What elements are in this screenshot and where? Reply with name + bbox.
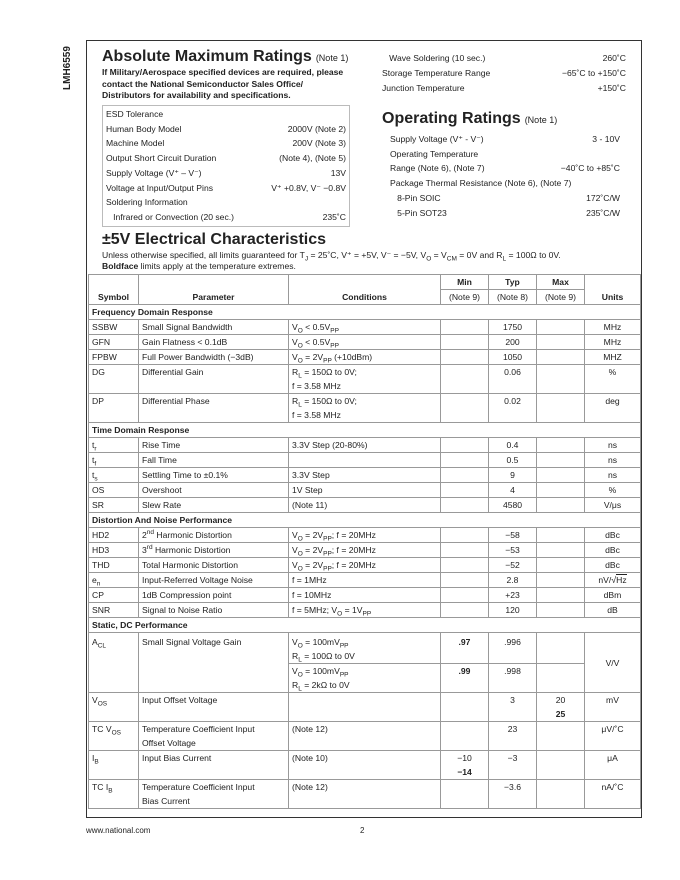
amr-left-item <box>106 168 346 183</box>
footer-page-number: 2 <box>360 826 365 835</box>
amr-left-value: 235˚C <box>322 211 346 222</box>
amr-right-label: Wave Soldering (10 sec.) <box>382 53 486 63</box>
amr-left-value: 200V (Note 3) <box>292 138 346 149</box>
amr-left-label: ESD Tolerance <box>106 109 164 119</box>
part-number: LMH6559 <box>62 46 73 90</box>
table-row: $t_f$ Fall Time 0.5 ns <box>89 453 641 468</box>
ec-table <box>88 274 641 809</box>
footer-website: www.national.com <box>86 826 151 835</box>
table-row: FPBW Full Power Bandwidth (−3dB) $V_O = 2V_{PP}$ (+10dBm) 1050 MHZ <box>89 350 641 365</box>
header-typ: Typ <box>489 275 537 290</box>
section-row: Distortion And Noise Performance <box>89 513 641 528</box>
operating-item <box>390 178 620 193</box>
amr-right-value: +150˚C <box>597 83 626 93</box>
amr-left-value: (Note 4), (Note 5) <box>279 153 346 164</box>
amr-right-item <box>382 68 626 83</box>
amr-left-item <box>106 124 346 139</box>
table-row: $I_B$ Input Bias Current (Note 10) −10 −14 −3 μA <box>89 751 641 780</box>
ec-title: ±5V Electrical Characteristics <box>102 231 327 248</box>
operating-label: Range (Note 6), (Note 7) <box>390 163 485 174</box>
amr-warning: If Military/Aerospace specified devices are required, please contact the National Semiconductor Sales Office/ Distributors for availability and specifications. <box>102 67 344 100</box>
part-number-sidebar <box>62 36 78 96</box>
amr-right-label: Storage Temperature Range <box>382 68 491 78</box>
amr-left-label: Infrared or Convection (20 sec.) <box>106 211 235 222</box>
table-row: SNR Signal to Noise Ratio f = 5MHz; $V_O = 1V_{PP}$ 120 dB <box>89 603 641 618</box>
operating-label: Package Thermal Resistance (Note 6), (Note 7) <box>390 178 572 189</box>
operating-item <box>390 149 620 164</box>
table-row: SSBW Small Signal Bandwidth $V_O < 0.5V_{PP}$ 1750 MHz <box>89 320 641 335</box>
table-row: TC $I_B$ Temperature Coefficient Input Bias Current (Note 12) −3.6 nA/˚C <box>89 780 641 809</box>
amr-left-value: 2000V (Note 2) <box>287 123 346 134</box>
operating-item <box>390 208 620 223</box>
table-row: $t_s$ Settling Time to ±0.1% 3.3V Step 9 ns <box>89 468 641 483</box>
table-row: $t_r$ Rise Time 3.3V Step (20-80%) 0.4 ns <box>89 438 641 453</box>
amr-left-item <box>106 212 346 227</box>
table-row: HD3 3rd Harmonic Distortion $V_O = 2V_{PP}$; f = 20MHz −53 dBc <box>89 543 641 558</box>
table-row: HD2 2nd Harmonic Distortion $V_O = 2V_{PP}$; f = 20MHz −58 dBc <box>89 528 641 543</box>
table-header-row <box>89 275 641 290</box>
amr-right-label: Junction Temperature <box>382 83 465 93</box>
table-row: DG Differential Gain $R_L = 150\Omega$ to 0V; f = 3.58 MHz 0.06 % <box>89 365 641 394</box>
amr-note: (Note 1) <box>315 53 349 63</box>
header-typ-note: (Note 8) <box>489 290 537 305</box>
table-row: OS Overshoot 1V Step 4 % <box>89 483 641 498</box>
table-row: $e_n$ Input-Referred Voltage Noise f = 1MHz 2.8 nV/√Hz <box>89 573 641 588</box>
amr-left-item <box>106 197 346 212</box>
amr-left-label: Output Short Circuit Duration <box>106 153 217 164</box>
ec-intro: Unless otherwise specified, all limits guaranteed for $T_J$ = 25˚C, V⁺ = +5V, V⁻ = −5V, $V_O = V_{CM} = 0V$ and $R_L = 100\Omega$ to 0V. Boldface limits apply at the temperature extremes. <box>102 250 561 271</box>
header-min: Min <box>441 275 489 290</box>
header-max: Max <box>537 275 585 290</box>
operating-label: 5-Pin SOT23 <box>390 207 447 218</box>
amr-left-value: V⁺ +0.8V, V⁻ −0.8V <box>271 182 346 193</box>
table-row: THD Total Harmonic Distortion $V_O = 2V_{PP}$; f = 20MHz −52 dBc <box>89 558 641 573</box>
amr-left-label: Machine Model <box>106 138 165 149</box>
amr-left-item <box>106 109 346 124</box>
amr-right-item <box>382 53 626 68</box>
table-row: $V_O = 100mV_{PP}$ $R_L = 2k\Omega$ to 0V .99 .998 <box>89 664 641 693</box>
amr-left-item <box>106 153 346 168</box>
section-row: Static, DC Performance <box>89 618 641 633</box>
amr-title: Absolute Maximum Ratings (Note 1) <box>102 48 349 65</box>
amr-left-item <box>106 183 346 198</box>
table-row: SR Slew Rate (Note 11) 4580 V/μs <box>89 498 641 513</box>
amr-right-item <box>382 83 626 98</box>
amr-right-value: 260˚C <box>602 53 626 63</box>
amr-left-value: 13V <box>330 167 346 178</box>
operating-item <box>390 134 620 149</box>
operating-value: 235˚C/W <box>586 207 620 218</box>
table-row: GFN Gain Flatness < 0.1dB $V_O < 0.5V_{PP}$ 200 MHz <box>89 335 641 350</box>
amr-left-label: Human Body Model <box>106 123 182 134</box>
operating-label: Operating Temperature <box>390 148 479 159</box>
header-conditions: Conditions <box>289 275 441 305</box>
table-row: $V_{OS}$ Input Offset Voltage 3 20 25 mV <box>89 693 641 722</box>
table-row: $A_{CL}$ Small Signal Voltage Gain $V_O = 100mV_{PP}$ $R_L = 100\Omega$ to 0V .97 .996 V/V <box>89 633 641 664</box>
header-symbol: Symbol <box>89 275 139 305</box>
header-min-note: (Note 9) <box>441 290 489 305</box>
operating-note: (Note 1) <box>524 115 558 125</box>
operating-label: 8-Pin SOIC <box>390 192 441 203</box>
operating-title: Operating Ratings (Note 1) <box>382 110 558 127</box>
section-row: Frequency Domain Response <box>89 305 641 320</box>
table-row: TC $V_{OS}$ Temperature Coefficient Input Offset Voltage (Note 12) 23 μV/˚C <box>89 722 641 751</box>
operating-item <box>390 193 620 208</box>
operating-value: 172˚C/W <box>586 192 620 203</box>
operating-label: Supply Voltage (V⁺ - V⁻) <box>390 134 484 144</box>
amr-left-label: Supply Voltage (V⁺ – V⁻) <box>106 167 202 178</box>
amr-left-item <box>106 138 346 153</box>
table-row: DP Differential Phase $R_L = 150\Omega$ to 0V; f = 3.58 MHz 0.02 deg <box>89 394 641 423</box>
table-row: CP 1dB Compression point f = 10MHz +23 dBm <box>89 588 641 603</box>
section-row: Time Domain Response <box>89 423 641 438</box>
operating-value: −40˚C to +85˚C <box>560 163 620 174</box>
header-parameter: Parameter <box>139 275 289 305</box>
amr-left-label: Voltage at Input/Output Pins <box>106 182 214 193</box>
amr-right-value: −65˚C to +150˚C <box>561 68 626 78</box>
amr-left-label: Soldering Information <box>106 197 188 208</box>
header-max-note: (Note 9) <box>537 290 585 305</box>
header-units: Units <box>585 275 641 305</box>
operating-value: 3 - 10V <box>592 134 620 144</box>
operating-item <box>390 163 620 178</box>
